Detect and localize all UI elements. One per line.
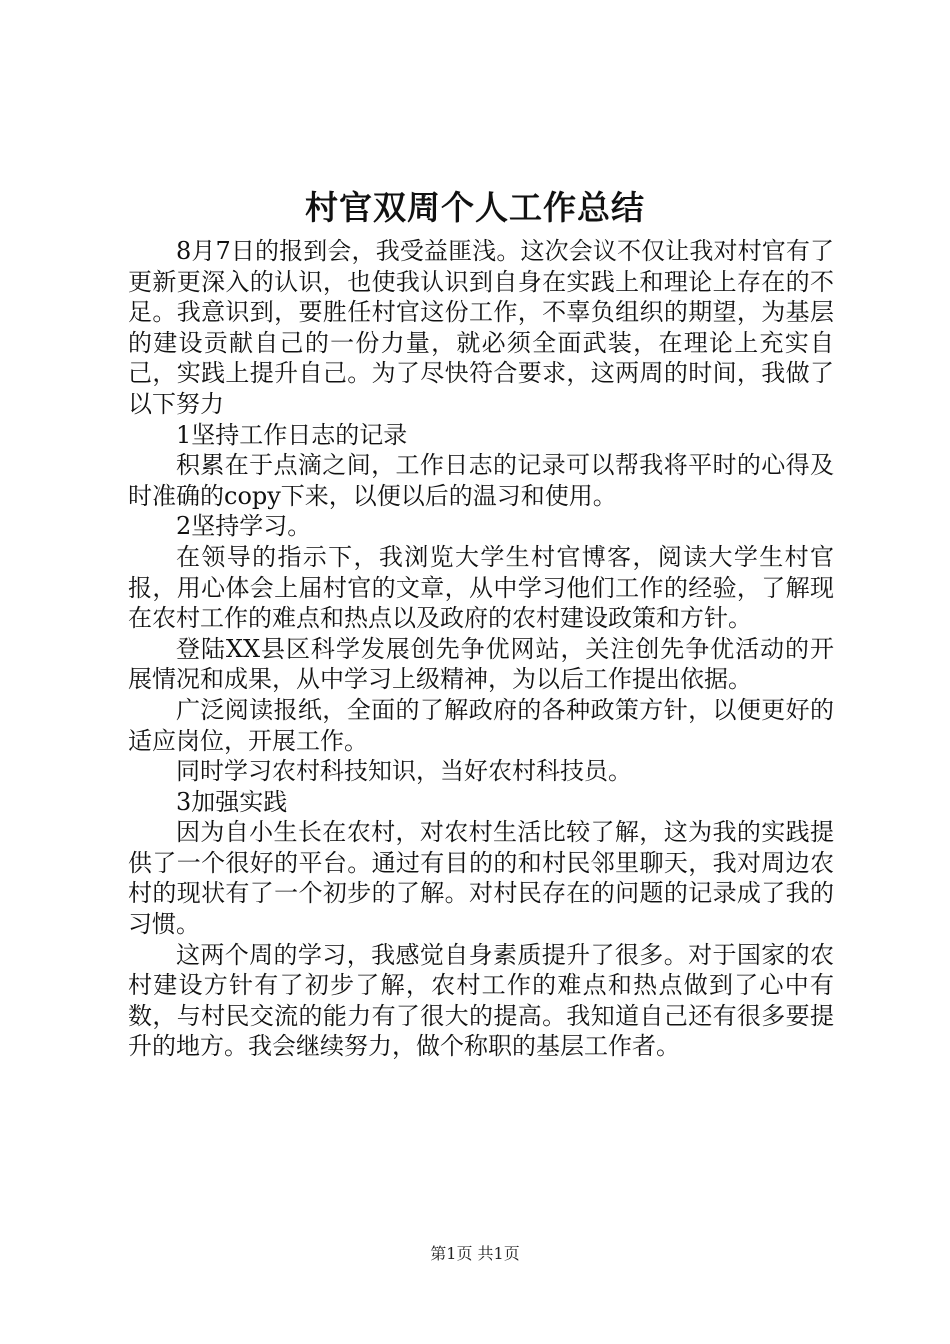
document-body	[128, 236, 834, 1062]
section-heading-3: 3加强实践	[176, 787, 288, 816]
paragraph-conclusion: 这两个周的学习，我感觉自身素质提升了很多。对于国家的农村建设方针有了初步了解，农村工作的难点和热点做到了心中有数，与村民交流的能力有了很大的提高。我知道自己还有很多要提升的地方。我会继续努力，做个称职的基层工作者。	[128, 940, 834, 1061]
paragraph-study-blog: 在领导的指示下，我浏览大学生村官博客，阅读大学生村官报，用心体会上届村官的文章，从中学习他们工作的经验，了解现在农村工作的难点和热点以及政府的农村建设政策和方针。	[128, 542, 834, 633]
paragraph-study-tech: 同时学习农村科技知识，当好农村科技员。	[176, 757, 632, 786]
section-heading-2: 2坚持学习。	[176, 512, 312, 541]
paragraph-study-newspaper: 广泛阅读报纸，全面的了解政府的各种政策方针，以便更好的适应岗位，开展工作。	[128, 695, 834, 755]
paragraph-study-website: 登陆XX县区科学发展创先争优网站，关注创先争优活动的开展情况和成果，从中学习上级精神，为以后工作提出依据。	[128, 634, 834, 694]
document-title: 村官双周个人工作总结	[305, 188, 645, 227]
page-number-footer: 第1页 共1页	[430, 1244, 520, 1263]
paragraph-intro: 8月7日的报到会，我受益匪浅。这次会议不仅让我对村官有了更新更深入的认识，也使我认识到自身在实践上和理论上存在的不足。我意识到，要胜任村官这份工作，不辜负组织的期望，为基层的建设贡献自己的一份力量，就必须全面武装，在理论上充实自己，实践上提升自己。为了尽快符合要求，这两周的时间，我做了以下努力	[128, 237, 834, 418]
section-heading-1: 1坚持工作日志的记录	[176, 420, 408, 449]
paragraph-practice: 因为自小生长在农村，对农村生活比较了解，这为我的实践提供了一个很好的平台。通过有目的的和村民邻里聊天，我对周边农村的现状有了一个初步的了解。对村民存在的问题的记录成了我的习惯。	[128, 818, 834, 939]
paragraph-work-log: 积累在于点滴之间，工作日志的记录可以帮我将平时的心得及时准确的copy下来，以便以后的温习和使用。	[128, 451, 834, 510]
